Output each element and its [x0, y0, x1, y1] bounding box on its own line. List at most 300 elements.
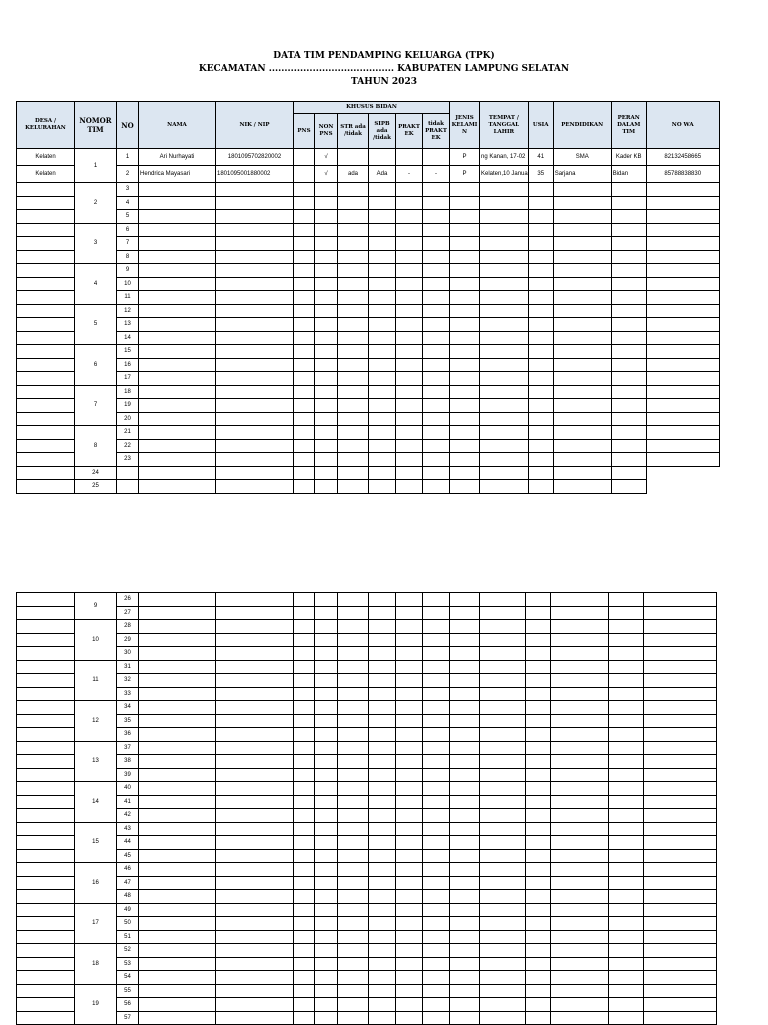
cell-nomor-tim: 10: [75, 620, 117, 661]
empty-cell: [423, 998, 450, 1012]
empty-cell: [139, 372, 216, 386]
empty-cell: [139, 714, 216, 728]
empty-cell: [139, 890, 216, 904]
empty-cell: [294, 863, 315, 877]
cell-no: 33: [117, 687, 139, 701]
empty-cell: [369, 890, 396, 904]
empty-cell: [423, 714, 450, 728]
empty-cell: [644, 606, 717, 620]
table-row: [17, 453, 720, 467]
empty-cell: [139, 755, 216, 769]
empty-cell: [369, 277, 396, 291]
empty-cell: [396, 701, 423, 715]
empty-cell: [553, 291, 611, 305]
empty-cell: [644, 849, 717, 863]
empty-cell: [139, 768, 216, 782]
empty-cell: [423, 687, 450, 701]
empty-cell: [294, 998, 315, 1012]
empty-cell: [139, 210, 216, 224]
cell-nomor-tim: 14: [75, 782, 117, 823]
cell-pns: [294, 149, 315, 166]
empty-cell: [139, 385, 216, 399]
empty-cell: [369, 331, 396, 345]
table-row: [17, 849, 717, 863]
empty-cell: [216, 836, 294, 850]
cell-desa: [17, 836, 75, 850]
table-row: [17, 633, 717, 647]
empty-cell: [553, 264, 611, 278]
empty-cell: [528, 304, 553, 318]
cell-desa: [17, 372, 75, 386]
table-row: [17, 358, 720, 372]
empty-cell: [338, 196, 369, 210]
empty-cell: [396, 358, 423, 372]
empty-cell: [139, 863, 216, 877]
empty-cell: [315, 728, 338, 742]
empty-cell: [338, 836, 369, 850]
empty-cell: [216, 984, 294, 998]
cell-desa: [17, 237, 75, 251]
empty-cell: [553, 223, 611, 237]
cell-praktek: [396, 149, 423, 166]
empty-cell: [526, 606, 551, 620]
cell-desa: [17, 903, 75, 917]
empty-cell: [423, 196, 450, 210]
empty-cell: [139, 358, 216, 372]
empty-cell: [644, 701, 717, 715]
cell-desa: [17, 345, 75, 359]
empty-cell: [396, 223, 423, 237]
empty-cell: [450, 250, 480, 264]
empty-cell: [609, 633, 644, 647]
empty-cell: [528, 264, 553, 278]
cell-no: 47: [117, 876, 139, 890]
empty-cell: [480, 660, 526, 674]
empty-cell: [396, 331, 423, 345]
cell-pendidikan: Sarjana: [553, 166, 611, 183]
empty-cell: [423, 331, 450, 345]
table-row: [17, 183, 720, 197]
empty-cell: [646, 345, 719, 359]
empty-cell: [423, 984, 450, 998]
empty-cell: [423, 620, 450, 634]
empty-cell: [423, 399, 450, 413]
empty-cell: [338, 782, 369, 796]
empty-cell: [528, 250, 553, 264]
empty-cell: [139, 795, 216, 809]
report-subtitle: KECAMATAN ........................................ KABUPATEN LAMPUNG SELATAN: [198, 64, 570, 74]
empty-cell: [315, 795, 338, 809]
empty-cell: [480, 917, 526, 931]
empty-cell: [646, 264, 719, 278]
empty-cell: [216, 714, 294, 728]
table-row: [17, 620, 717, 634]
empty-cell: [369, 183, 396, 197]
empty-cell: [369, 849, 396, 863]
cell-no: 23: [117, 453, 139, 467]
empty-cell: [369, 998, 396, 1012]
table-row: [17, 647, 717, 661]
cell-desa: [17, 606, 75, 620]
empty-cell: [216, 1011, 294, 1025]
empty-cell: [553, 277, 611, 291]
empty-cell: [480, 849, 526, 863]
empty-cell: [139, 944, 216, 958]
empty-cell: [423, 291, 450, 305]
cell-nomor-tim: 13: [75, 741, 117, 782]
cell-desa: [17, 998, 75, 1012]
empty-cell: [369, 930, 396, 944]
empty-cell: [480, 385, 529, 399]
empty-cell: [396, 439, 423, 453]
empty-cell: [396, 264, 423, 278]
empty-cell: [338, 998, 369, 1012]
empty-cell: [216, 944, 294, 958]
empty-cell: [423, 1011, 450, 1025]
empty-cell: [480, 647, 526, 661]
empty-cell: [480, 903, 526, 917]
empty-cell: [611, 385, 646, 399]
empty-cell: [644, 660, 717, 674]
empty-cell: [644, 728, 717, 742]
empty-cell: [480, 196, 529, 210]
cell-desa: [17, 957, 75, 971]
empty-cell: [315, 223, 338, 237]
cell-no: 30: [117, 647, 139, 661]
empty-cell: [139, 196, 216, 210]
cell-sipb: [369, 149, 396, 166]
empty-cell: [315, 593, 338, 607]
empty-cell: [553, 196, 611, 210]
empty-cell: [216, 917, 294, 931]
cell-desa: [17, 890, 75, 904]
empty-cell: [315, 944, 338, 958]
empty-cell: [139, 318, 216, 332]
cell-no: 53: [117, 957, 139, 971]
empty-cell: [551, 930, 609, 944]
empty-cell: [528, 412, 553, 426]
empty-cell: [450, 768, 480, 782]
empty-cell: [396, 480, 423, 494]
empty-cell: [315, 863, 338, 877]
cell-desa: [17, 809, 75, 823]
empty-cell: [450, 426, 480, 440]
empty-cell: [644, 957, 717, 971]
empty-cell: [423, 647, 450, 661]
empty-cell: [294, 399, 315, 413]
empty-cell: [396, 385, 423, 399]
empty-cell: [396, 372, 423, 386]
cell-no: 37: [117, 741, 139, 755]
empty-cell: [315, 903, 338, 917]
empty-cell: [338, 768, 369, 782]
empty-cell: [396, 714, 423, 728]
empty-cell: [139, 836, 216, 850]
cell-no: 48: [117, 890, 139, 904]
cell-ttl: Kelaten,10 Janua: [480, 166, 529, 183]
empty-cell: [396, 741, 423, 755]
cell-no: 46: [117, 863, 139, 877]
cell-nomor-tim: 4: [75, 264, 117, 305]
empty-cell: [216, 755, 294, 769]
empty-cell: [139, 453, 216, 467]
empty-cell: [611, 426, 646, 440]
empty-cell: [315, 647, 338, 661]
empty-cell: [315, 984, 338, 998]
empty-cell: [526, 795, 551, 809]
table-row: [17, 863, 717, 877]
empty-cell: [526, 903, 551, 917]
empty-cell: [480, 876, 526, 890]
empty-cell: [480, 318, 529, 332]
empty-cell: [644, 903, 717, 917]
empty-cell: [609, 647, 644, 661]
empty-cell: [644, 998, 717, 1012]
empty-cell: [609, 917, 644, 931]
col-str: STR ada /tidak: [338, 114, 369, 149]
cell-desa: [17, 480, 75, 494]
empty-cell: [611, 412, 646, 426]
cell-nomor-tim: 5: [75, 304, 117, 345]
empty-cell: [315, 304, 338, 318]
empty-cell: [480, 399, 529, 413]
empty-cell: [216, 183, 294, 197]
table-row: [17, 660, 717, 674]
empty-cell: [338, 318, 369, 332]
empty-cell: [646, 439, 719, 453]
empty-cell: [480, 782, 526, 796]
empty-cell: [423, 183, 450, 197]
empty-cell: [611, 439, 646, 453]
empty-cell: [396, 210, 423, 224]
cell-desa: [17, 647, 75, 661]
empty-cell: [450, 714, 480, 728]
cell-desa: [17, 701, 75, 715]
cell-desa: [17, 863, 75, 877]
empty-cell: [315, 674, 338, 688]
empty-cell: [526, 863, 551, 877]
empty-cell: [423, 890, 450, 904]
empty-cell: [396, 795, 423, 809]
empty-cell: [450, 876, 480, 890]
empty-cell: [450, 836, 480, 850]
cell-no: 50: [117, 917, 139, 931]
cell-no: 18: [117, 385, 139, 399]
empty-cell: [611, 210, 646, 224]
empty-cell: [294, 930, 315, 944]
table-row: [17, 714, 717, 728]
empty-cell: [526, 890, 551, 904]
empty-cell: [480, 701, 526, 715]
cell-sipb: Ada: [369, 166, 396, 183]
empty-cell: [423, 782, 450, 796]
empty-cell: [139, 331, 216, 345]
empty-cell: [338, 183, 369, 197]
empty-cell: [450, 984, 480, 998]
empty-cell: [315, 183, 338, 197]
cell-no: 57: [117, 1011, 139, 1025]
empty-cell: [369, 439, 396, 453]
empty-cell: [450, 998, 480, 1012]
cell-no: 1: [117, 149, 139, 166]
empty-cell: [480, 412, 529, 426]
empty-cell: [396, 426, 423, 440]
empty-cell: [396, 917, 423, 931]
empty-cell: [609, 863, 644, 877]
empty-cell: [338, 358, 369, 372]
empty-cell: [551, 755, 609, 769]
empty-cell: [369, 755, 396, 769]
empty-cell: [338, 984, 369, 998]
empty-cell: [294, 385, 315, 399]
empty-cell: [609, 890, 644, 904]
empty-cell: [139, 264, 216, 278]
empty-cell: [551, 741, 609, 755]
empty-cell: [139, 647, 216, 661]
cell-no: 42: [117, 809, 139, 823]
empty-cell: [423, 466, 450, 480]
empty-cell: [609, 795, 644, 809]
empty-cell: [450, 606, 480, 620]
empty-cell: [480, 714, 526, 728]
cell-usia: 35: [528, 166, 553, 183]
empty-cell: [644, 593, 717, 607]
empty-cell: [294, 223, 315, 237]
empty-cell: [396, 291, 423, 305]
empty-cell: [480, 633, 526, 647]
col-nik: NIK / NIP: [216, 102, 294, 149]
empty-cell: [315, 412, 338, 426]
cell-desa: [17, 728, 75, 742]
tpk-table-page-1: [16, 101, 720, 494]
empty-cell: [644, 647, 717, 661]
empty-cell: [480, 890, 526, 904]
empty-cell: [450, 318, 480, 332]
empty-cell: [423, 345, 450, 359]
empty-cell: [216, 264, 294, 278]
empty-cell: [526, 647, 551, 661]
cell-desa: [17, 620, 75, 634]
empty-cell: [396, 606, 423, 620]
empty-cell: [423, 768, 450, 782]
cell-nama: Ari Nurhayati: [139, 149, 216, 166]
empty-cell: [480, 250, 529, 264]
cell-no: 26: [117, 593, 139, 607]
empty-cell: [315, 917, 338, 931]
table-row: [17, 385, 720, 399]
empty-cell: [423, 917, 450, 931]
cell-no: 43: [117, 822, 139, 836]
empty-cell: [553, 439, 611, 453]
cell-desa: Kelaten: [17, 166, 75, 183]
empty-cell: [338, 1011, 369, 1025]
empty-cell: [423, 809, 450, 823]
empty-cell: [611, 453, 646, 467]
empty-cell: [646, 412, 719, 426]
empty-cell: [480, 957, 526, 971]
empty-cell: [646, 358, 719, 372]
empty-cell: [139, 237, 216, 251]
cell-no: 44: [117, 836, 139, 850]
empty-cell: [294, 1011, 315, 1025]
empty-cell: [338, 822, 369, 836]
empty-cell: [216, 647, 294, 661]
empty-cell: [480, 930, 526, 944]
empty-cell: [369, 768, 396, 782]
table-row: [17, 606, 717, 620]
empty-cell: [294, 822, 315, 836]
table-row: [17, 944, 717, 958]
empty-cell: [369, 1011, 396, 1025]
empty-cell: [369, 944, 396, 958]
empty-cell: [139, 633, 216, 647]
empty-cell: [294, 237, 315, 251]
empty-cell: [450, 237, 480, 251]
empty-cell: [369, 480, 396, 494]
empty-cell: [396, 183, 423, 197]
empty-cell: [450, 439, 480, 453]
empty-cell: [646, 277, 719, 291]
empty-cell: [526, 930, 551, 944]
empty-cell: [294, 466, 315, 480]
empty-cell: [294, 331, 315, 345]
empty-cell: [294, 809, 315, 823]
table-row: [17, 291, 720, 305]
empty-cell: [396, 318, 423, 332]
empty-cell: [480, 984, 526, 998]
cell-nomor-tim: 8: [75, 426, 117, 467]
cell-desa: [17, 385, 75, 399]
empty-cell: [480, 755, 526, 769]
empty-cell: [139, 822, 216, 836]
empty-cell: [423, 250, 450, 264]
empty-cell: [338, 399, 369, 413]
empty-cell: [450, 971, 480, 985]
empty-cell: [216, 674, 294, 688]
empty-cell: [423, 728, 450, 742]
empty-cell: [423, 264, 450, 278]
empty-cell: [216, 782, 294, 796]
empty-cell: [644, 890, 717, 904]
empty-cell: [396, 809, 423, 823]
empty-cell: [526, 917, 551, 931]
empty-cell: [609, 593, 644, 607]
empty-cell: [611, 318, 646, 332]
empty-cell: [609, 728, 644, 742]
empty-cell: [611, 480, 646, 494]
empty-cell: [338, 714, 369, 728]
empty-cell: [526, 633, 551, 647]
empty-cell: [450, 480, 480, 494]
empty-cell: [294, 890, 315, 904]
empty-cell: [611, 264, 646, 278]
empty-cell: [315, 809, 338, 823]
empty-cell: [396, 674, 423, 688]
empty-cell: [480, 768, 526, 782]
empty-cell: [609, 836, 644, 850]
empty-cell: [528, 439, 553, 453]
empty-cell: [315, 971, 338, 985]
cell-no: 7: [117, 237, 139, 251]
empty-cell: [423, 210, 450, 224]
empty-cell: [315, 358, 338, 372]
empty-cell: [396, 903, 423, 917]
empty-cell: [315, 466, 338, 480]
empty-cell: [553, 250, 611, 264]
empty-cell: [611, 291, 646, 305]
empty-cell: [315, 755, 338, 769]
empty-cell: [423, 849, 450, 863]
